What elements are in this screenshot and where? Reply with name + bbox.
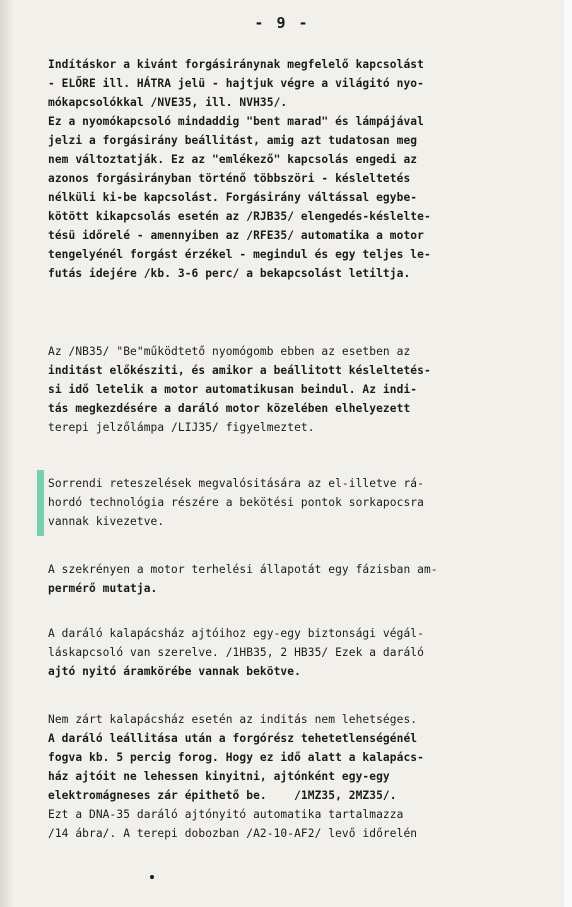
ink-dot <box>150 875 154 879</box>
text-line: jelzi a forgásirány beállitást, amig azt tudatosan meg <box>48 134 418 147</box>
text-line: futás idejére /kb. 3-6 perc/ a bekapcsolást letiltja. <box>48 267 411 280</box>
text-line: A daráló leállitása után a forgórész tehetetlenségénél <box>48 732 418 745</box>
text-line: vannak kivezetve. <box>48 515 165 528</box>
margin-highlight-mark <box>37 470 44 536</box>
text-line: Sorrendi reteszelések megvalósitására az el-illetve rá- <box>48 477 424 490</box>
text-line: nélküli ki-be kapcsolást. Forgásirány váltással egybe- <box>48 191 418 204</box>
text-line: azonos forgásirányban történő többszöri - késleltetés <box>48 172 411 185</box>
text-line: tésü időrelé - amennyiben az /RFE35/ automatika a motor <box>48 229 424 242</box>
text-line: kötött kikapcsolás esetén az /RJB35/ elengedés-késlelte- <box>48 210 431 223</box>
text-line: láskapcsoló van szerelve. /1HB35, 2 HB35/ Ezek a daráló <box>48 646 424 659</box>
text-line: ajtó nyitó áramkörébe vannak bekötve. <box>48 665 301 678</box>
page-edge-shadow <box>0 0 14 907</box>
text-line: Ez a nyomókapcsoló mindaddig "bent marad" és lámpájával <box>48 115 424 128</box>
text-line: fogva kb. 5 percig forog. Hogy ez idő alatt a kalapács- <box>48 751 424 764</box>
text-line: tás megkezdésére a daráló motor közelében elhelyezett <box>48 402 411 415</box>
text-line: si idő letelik a motor automatikusan beindul. Az indi- <box>48 383 418 396</box>
text-line: Nem zárt kalapácsház esetén az inditás nem lehetséges. <box>48 713 418 726</box>
text-line: nem változtatják. Ez az "emlékező" kapcsolás engedi az <box>48 153 418 166</box>
text-line: terepi jelzőlámpa /LIJ35/ figyelmeztet. <box>48 421 315 434</box>
text-line: hordó technológia részére a bekötési pontok sorkapocsra <box>48 496 424 509</box>
text-line: A daráló kalapácsház ajtóihoz egy-egy biztonsági végál- <box>48 627 424 640</box>
text-line: Ezt a DNA-35 daráló ajtónyitó automatika tartalmazza <box>48 808 404 821</box>
text-line: inditást előkésziti, és amikor a beállitott késleltetés- <box>48 364 431 377</box>
text-line: tengelyénél forgást érzékel - megindul és egy teljes le- <box>48 248 431 261</box>
text-line: Indításkor a kivánt forgásiránynak megfelelő kapcsolást <box>48 58 424 71</box>
page-number: - 9 - <box>254 14 310 32</box>
text-line: A szekrényen a motor terhelési állapotát egy fázisban am- <box>48 563 438 576</box>
text-line: elektromágneses zár épithető be. /1MZ35, 2MZ35/. <box>48 789 397 802</box>
text-line: Az /NB35/ "Be"működtető nyomógomb ebben az esetben az <box>48 345 411 358</box>
text-line: ház ajtóit ne lehessen kinyitni, ajtónként egy-egy <box>48 770 390 783</box>
text-line: permérő mutatja. <box>48 582 158 595</box>
text-line: mókapcsolókkal /NVE35, ill. NVH35/. <box>48 96 288 109</box>
text-line: - ELŐRE ill. HÁTRA jelü - hajtjuk végre a világitó nyo- <box>48 77 424 90</box>
text-line: /14 ábra/. A terepi dobozban /A2-10-AF2/ levő időrelén <box>48 827 418 840</box>
